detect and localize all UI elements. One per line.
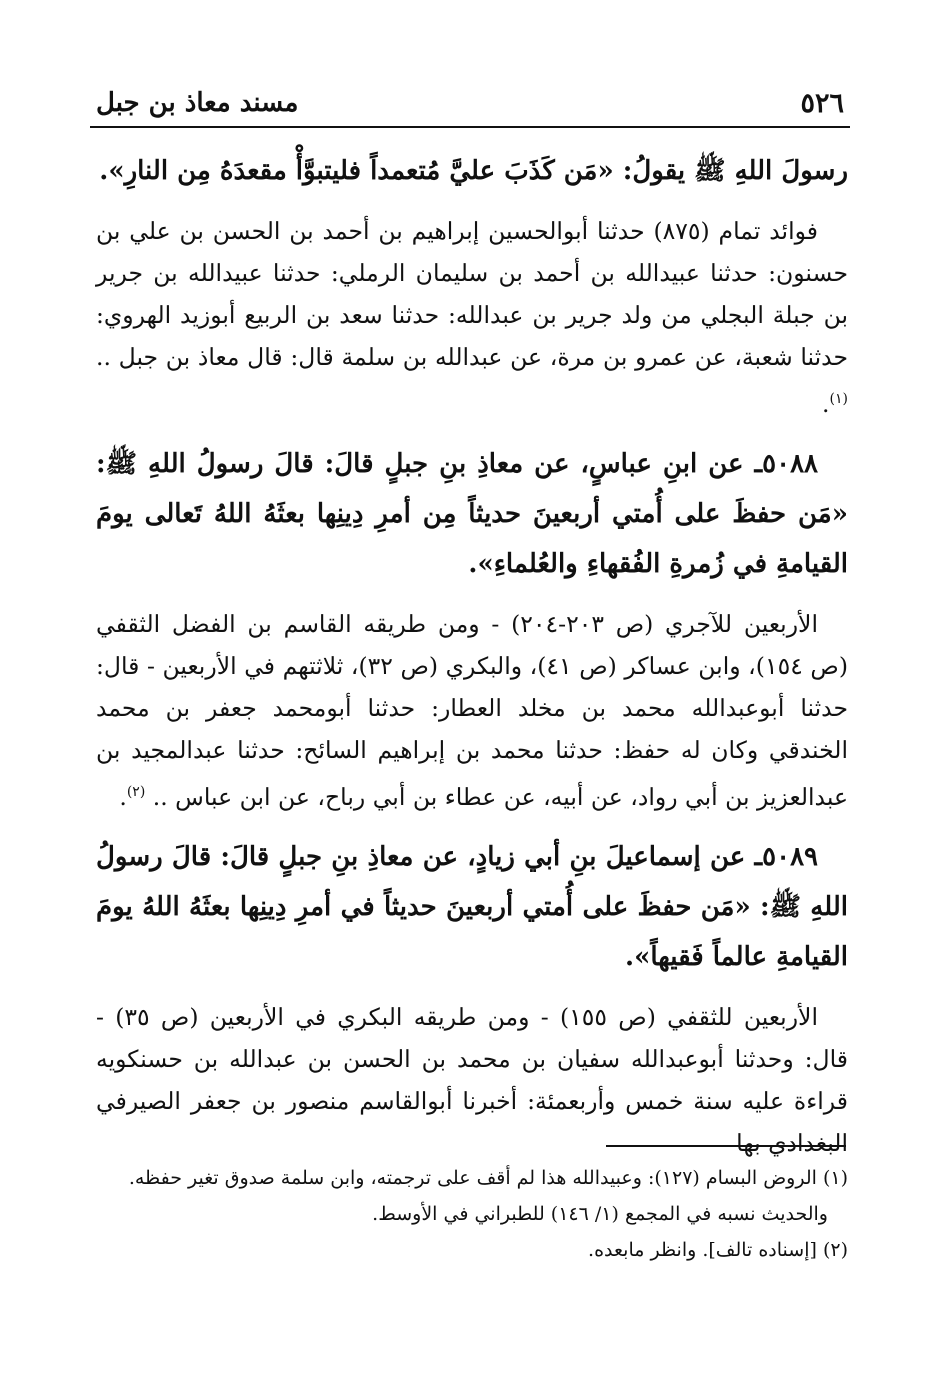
takhrij-text: فوائد تمام (٨٧٥) حدثنا أبوالحسين إبراهيم بن أحمد بن الحسن بن علي بن حسنون: حدثنا عبيدالله بن أحمد بن سليمان الرملي: حدثنا عبيدالله بن جرير بن جبلة البجلي من ولد جرير بن عبدالله: حدثنا سعد بن الربيع أبوزيد الهروي: حدثنا شعبة، عن عمرو بن مرة، عن عبدالله بن سلمة قال: قال معاذ بن جبل ..: [96, 217, 848, 371]
footnote-ref: (٢): [126, 783, 146, 800]
footnote-ref: (١): [829, 391, 848, 407]
takhrij-text: الأربعين للآجري (ص ٢٠٣-٢٠٤) - ومن طريقه القاسم بن الفضل الثقفي (ص ١٥٤)، وابن عساكر (ص ٤١)، والبكري (ص ٣٢)، ثلاثتهم في الأربعين - قال: حدثنا أبوعبدالله محمد بن مخلد العطار: حدثنا أبومحمد جعفر بن محمد الخندقي وكان له حفظ: حدثنا محمد بن إبراهيم السائح: حدثنا عبدالمجيد بن عبدالعزيز بن أبي رواد، عن أبيه، عن عطاء بن أبي رباح، عن ابن عباس ..: [96, 609, 848, 811]
footnotes: [96, 1160, 848, 1268]
takhrij-paragraph: الأربعين للثقفي (ص ١٥٥) - ومن طريقه البكري في الأربعين (ص ٣٥) - قال: وحدثنا أبوعبدالله سفيان بن محمد بن الحسن بن عبدالله بن حسنكويه قراءة عليه سنة خمس وأربعمئة: أخبرنا أبوالقاسم منصور بن جعفر الصيرفي البغدادي بها: [96, 1002, 848, 1157]
footnote-separator: [606, 1145, 846, 1147]
hadith-5089: ٥٠٨٩ـ عن إسماعيلَ بنِ أبي زيادٍ، عن معاذِ بنِ جبلٍ قالَ: قالَ رسولُ اللهِ ﷺ: «مَن حفظَ على أُمتي أربعينَ حديثاً في أمرِ دِينِها بعثَهُ اللهُ يومَ القيامةِ عالماً فَقيهاً».: [96, 841, 848, 972]
hadith-5088: ٥٠٨٨ـ عن ابنِ عباسٍ، عن معاذِ بنِ جبلٍ قالَ: قالَ رسولُ اللهِ ﷺ: «مَن حفظَ على أُمتي أربعينَ حديثاً مِن أمرِ دِينِها بعثَهُ اللهُ تَعالى يومَ القيامةِ في زُمرةِ الفُقهاءِ والعُلماءِ».: [96, 448, 848, 579]
footnote-1: (١) الروض البسام (١٢٧): وعبيدالله هذا لم أقف على ترجمته، وابن سلمة صدوق تغير حفظه.: [128, 1167, 848, 1189]
takhrij-paragraph: الأربعين للآجري (ص ٢٠٣-٢٠٤) - ومن طريقه القاسم بن الفضل الثقفي (ص ١٥٤)، وابن عساكر (ص ٤١)، والبكري (ص ٣٢)، ثلاثتهم في الأربعين - قال: حدثنا أبوعبدالله محمد بن مخلد العطار: حدثنا أبومحمد جعفر بن محمد الخندقي وكان له حفظ: حدثنا محمد بن إبراهيم السائح: حدثنا عبدالمجيد بن عبدالعزيز بن أبي رواد، عن أبيه، عن عطاء بن أبي رباح، عن ابن عباس .. $^{(٢)}$.: [96, 609, 848, 811]
main-text: [96, 146, 848, 1164]
running-title: مسند معاذ بن جبل: [96, 88, 299, 118]
takhrij-paragraph: فوائد تمام (٨٧٥) حدثنا أبوالحسين إبراهيم بن أحمد بن الحسن بن علي بن حسنون: حدثنا عبيدالله بن أحمد بن سليمان الرملي: حدثنا عبيدالله بن جرير بن جبلة البجلي من ولد جرير بن عبدالله: حدثنا سعد بن الربيع أبوزيد الهروي: حدثنا شعبة، عن عمرو بن مرة، عن عبدالله بن سلمة قال: قال معاذ بن جبل .. $^{(١)}$.: [96, 217, 848, 418]
hadith-continuation: رسولَ اللهِ ﷺ يقولُ: «مَن كَذَبَ عليَّ مُتعمداً فليتبوَّأْ مقعدَهُ مِن النارِ».: [99, 156, 848, 186]
footnote-2: (٢) [إسناده تالف]. وانظر مابعده.: [588, 1239, 848, 1261]
footnote-1-continued: والحديث نسبه في المجمع (١/ ١٤٦) للطبراني في الأوسط.: [372, 1203, 828, 1225]
page-number: ٥٢٦: [800, 88, 844, 119]
page-header: [90, 88, 850, 128]
